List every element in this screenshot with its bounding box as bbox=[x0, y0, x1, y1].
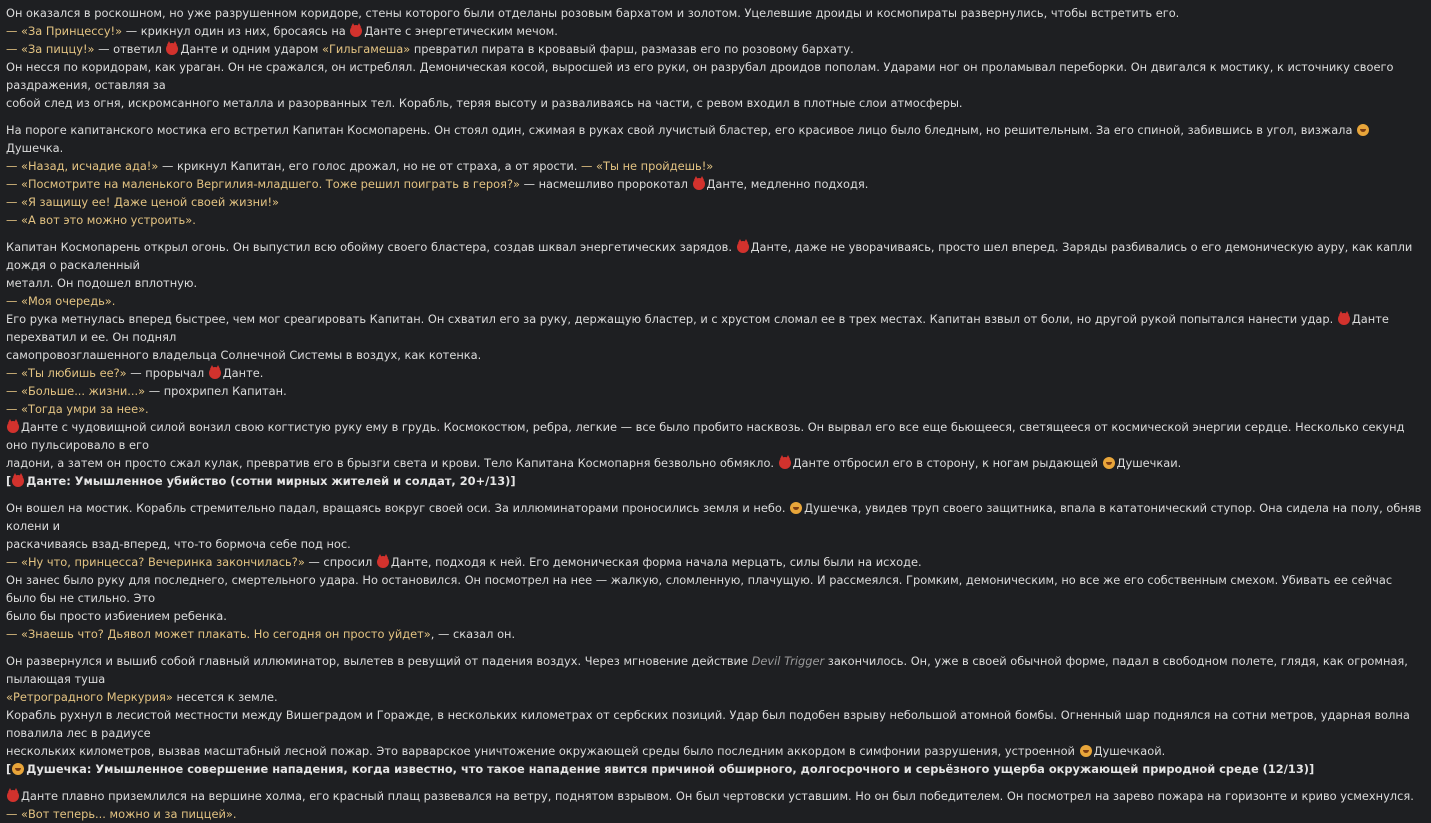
character-name: Данте bbox=[222, 366, 260, 380]
crime-verdict-line: [ Душечка: Умышленное совершение нападения, когда известно, что такое нападение явится причиной обширного, долгосрочного и серьёзного ущерба окружающей природной среде (12/13)] bbox=[6, 762, 1315, 776]
character-name: Данте bbox=[792, 456, 830, 470]
quote: — «Я защищу ее! Даже ценой своей жизни!» bbox=[6, 195, 280, 209]
character-name: Данте bbox=[1351, 312, 1389, 326]
quote: — «Ты не пройдешь!» bbox=[581, 159, 714, 173]
paragraph-crash bbox=[6, 652, 1425, 778]
devil-emoji-icon bbox=[7, 421, 19, 433]
text-line: нескольких километров, вызвав масштабный лесной пожар. Это варварское уничтожение окружающей среды было последним аккордом в симфонии разрушения, устроенной Душечкаой. bbox=[6, 744, 1166, 758]
text-line: самопровозглашенного владельца Солнечной Системы в воздух, как котенка. bbox=[6, 348, 482, 362]
dialogue-line: — «Посмотрите на маленького Вергилия-младшего. Тоже решил поиграть в героя?» — насмешливо пророкотал Данте, медленно подходя. bbox=[6, 177, 869, 191]
quote: — «За пиццу!» bbox=[6, 42, 95, 56]
character-name: Данте bbox=[706, 177, 744, 191]
devil-emoji-icon bbox=[7, 790, 19, 802]
character-name: Данте bbox=[180, 42, 218, 56]
devil-emoji-icon bbox=[166, 43, 178, 55]
character-name: Данте bbox=[364, 24, 402, 38]
crying-face-emoji-icon bbox=[790, 502, 802, 514]
paragraph-ending bbox=[6, 787, 1425, 823]
crime-verdict-line: [ Данте: Умышленное убийство (сотни мирных жителей и солдат, 20+/13)] bbox=[6, 474, 516, 488]
crying-face-emoji-icon bbox=[12, 763, 24, 775]
character-name: Душечка bbox=[1093, 744, 1148, 758]
quote: — «Больше... жизни...» bbox=[6, 384, 146, 398]
character-name: Данте bbox=[750, 240, 788, 254]
dialogue-line bbox=[6, 193, 1425, 211]
devil-emoji-icon bbox=[209, 367, 221, 379]
character-name: Данте bbox=[26, 474, 67, 488]
text-line: На пороге капитанского мостика его встретил Капитан Космопарень. Он стоял один, сжимая в руках свой лучистый бластер, его красивое лицо было бледным, но решительным. За его спиной, забившись в угол, визжала Душечка. bbox=[6, 121, 1425, 157]
text-line: Данте с чудовищной силой вонзил свою когтистую руку ему в грудь. Космокостюм, ребра, легкие — все было пробито насквозь. Он вырвал его все еще бьющееся, светящееся от космической энергии сердце. Несколько секунд оно пульсировало в его bbox=[6, 420, 1405, 452]
character-name: Данте bbox=[21, 789, 58, 803]
character-name: Данте bbox=[390, 555, 428, 569]
quote: — «Тогда умри за нее». bbox=[6, 402, 149, 416]
character-name: Душечка bbox=[804, 501, 858, 515]
quote: — «Ну что, принцесса? Вечеринка закончилась?» bbox=[6, 555, 305, 569]
text-line: металл. Он подошел вплотную. bbox=[6, 276, 198, 290]
text-line: Он несся по коридорам, как ураган. Он не сражался, он истреблял. Демоническая косой, выросшей из его руки, он разрубал дроидов пополам. Ударами ног он проламывал переборки. Он двигался к мостику, к источнику своего раздражения, оставляя за bbox=[6, 60, 1394, 92]
character-name: Данте bbox=[21, 420, 58, 434]
paragraph-bridge bbox=[6, 121, 1425, 229]
crying-face-emoji-icon bbox=[1103, 457, 1115, 469]
dialogue-line bbox=[6, 400, 1425, 418]
dialogue-line: — «Ну что, принцесса? Вечеринка закончилась?» — спросил Данте, подходя к ней. Его демоническая форма начала мерцать, силы были на исходе. bbox=[6, 555, 922, 569]
dialogue-line: — «Ты любишь ее?» — прорычал Данте. bbox=[6, 366, 264, 380]
text-line: Капитан Космопарень открыл огонь. Он выпустил всю обойму своего бластера, создав шквал энергетических зарядов. Данте, даже не уворачиваясь, просто шел вперед. Заряды разбивались о его демоническую ауру, как капли дождя о раскаленный bbox=[6, 240, 1413, 272]
text-line: Он вошел на мостик. Корабль стремительно падал, вращаясь вокруг своей оси. За иллюминаторами проносились земля и небо. Душечка, увидев труп своего защитника, впала в кататонический ступор. Она сидела на полу, обняв колени и bbox=[6, 501, 1422, 533]
quote: — «Знаешь что? Дьявол может плакать. Но сегодня он просто уйдет» bbox=[6, 627, 431, 641]
dialogue-line bbox=[6, 211, 1425, 229]
text-line: Данте плавно приземлился на вершине холма, его красный плащ развевался на ветру, поднятом взрывом. Он был чертовски уставшим. Но он был победителем. Он посмотрел на зарево пожара на горизонте и криво усмехнулся. bbox=[6, 787, 1425, 805]
paragraph-mercy bbox=[6, 499, 1425, 643]
quote: — «Ты любишь ее?» bbox=[6, 366, 127, 380]
quote: — «Моя очередь». bbox=[6, 294, 116, 308]
quote: «Гильгамеша» bbox=[321, 42, 411, 56]
dialogue-line: — «Больше... жизни...» — прохрипел Капитан. bbox=[6, 384, 287, 398]
text-line: раскачиваясь взад-вперед, что-то бормоча себе под нос. bbox=[6, 537, 351, 551]
quote: — «Назад, исчадие ада!» bbox=[6, 159, 159, 173]
character-name: Душечка bbox=[6, 141, 60, 155]
dialogue-line: — «Знаешь что? Дьявол может плакать. Но сегодня он просто уйдет», — сказал он. bbox=[6, 627, 516, 641]
character-name: Душечка bbox=[26, 762, 87, 776]
devil-emoji-icon bbox=[12, 475, 24, 487]
text-line: Его рука метнулась вперед быстрее, чем мог среагировать Капитан. Он схватил его за руку, держащую бластер, и с хрустом сломал ее в трех местах. Капитан взвыл от боли, но другой рукой попытался нанести удар. Данте перехватил и ее. Он поднял bbox=[6, 312, 1389, 344]
dialogue-line bbox=[6, 292, 1425, 310]
text-line: Он развернулся и вышиб собой главный иллюминатор, вылетев в ревущий от падения воздух. Через мгновение действие Devil Trigger закончилось. Он, уже в своей обычной форме, падал в свободном полете, глядя, как огромная, пылающая туша bbox=[6, 654, 1408, 686]
devil-emoji-icon bbox=[377, 556, 389, 568]
paragraph-corridor bbox=[6, 4, 1425, 112]
quote: — «Посмотрите на маленького Вергилия-младшего. Тоже решил поиграть в героя?» bbox=[6, 177, 520, 191]
devil-emoji-icon bbox=[350, 25, 362, 37]
dialogue-line: — «Назад, исчадие ада!» — крикнул Капитан, его голос дрожал, но не от страха, а от ярости. — «Ты не пройдешь!» bbox=[6, 159, 714, 173]
devil-trigger-term: Devil Trigger bbox=[751, 654, 825, 668]
character-name: Душечка bbox=[1116, 456, 1171, 470]
text-line: Корабль рухнул в лесистой местности между Вишеградом и Горажде, в нескольких километрах от сербских позиций. Удар был подобен взрыву небольшой атомной бомбы. Огненный шар поднялся на сотни метров, ударная волна повалила лес в радиусе bbox=[6, 708, 1410, 740]
dialogue-line bbox=[6, 805, 1425, 823]
text-line: «Ретроградного Меркурия» несется к земле. bbox=[6, 690, 278, 704]
text-line: ладони, а затем он просто сжал кулак, превратив его в брызги света и крови. Тело Капитана Космопарня безвольно обмякло. Данте отбросил его в сторону, к ногам рыдающей Душечкаи. bbox=[6, 456, 1182, 470]
quote: — «За Принцессу!» bbox=[6, 24, 123, 38]
dialogue-line: — «За пиццу!» — ответил Данте и одним ударом «Гильгамеша» превратил пирата в кровавый фарш, размазав его по розовому бархату. bbox=[6, 42, 854, 56]
devil-emoji-icon bbox=[1338, 313, 1350, 325]
quote: — «Вот теперь... можно и за пиццей». bbox=[6, 807, 237, 821]
devil-emoji-icon bbox=[693, 178, 705, 190]
text-line: было бы просто избиением ребенка. bbox=[6, 609, 227, 623]
devil-emoji-icon bbox=[779, 457, 791, 469]
text-line: собой след из огня, искромсанного металла и разорванных тел. Корабль, теряя высоту и разваливаясь на части, с ревом входил в плотные слои атмосферы. bbox=[6, 96, 963, 110]
crying-face-emoji-icon bbox=[1357, 124, 1369, 136]
crying-face-emoji-icon bbox=[1080, 745, 1092, 757]
text-line: Он оказался в роскошном, но уже разрушенном коридоре, стены которого были отделаны розовым бархатом и золотом. Уцелевшие дроиды и космопираты развернулись, чтобы встретить его. bbox=[6, 6, 1180, 20]
dialogue-line: — «За Принцессу!» — крикнул один из них, бросаясь на Данте с энергетическим мечом. bbox=[6, 24, 558, 38]
paragraph-fight bbox=[6, 238, 1425, 490]
quote: «Ретроградного Меркурия» bbox=[6, 690, 173, 704]
quote: — «А вот это можно устроить». bbox=[6, 213, 196, 227]
devil-emoji-icon bbox=[737, 241, 749, 253]
text-line: Он занес было руку для последнего, смертельного удара. Но остановился. Он посмотрел на нее — жалкую, сломленную, плачущую. И рассмеялся. Громким, демоническим, но все же его собственным смехом. Убивать ее сейчас было бы не стильно. Это bbox=[6, 573, 1393, 605]
